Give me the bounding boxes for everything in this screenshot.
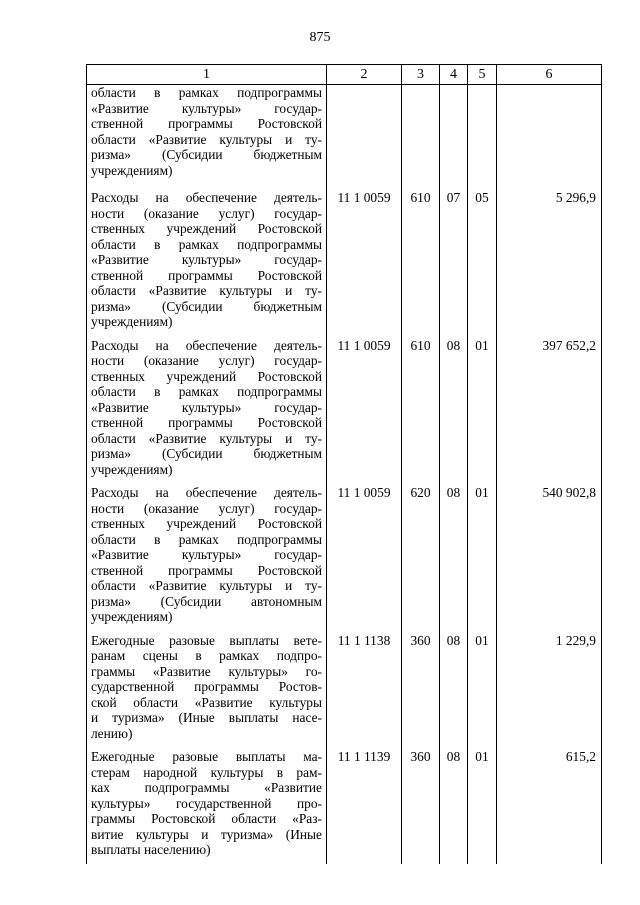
description-line: ственной программы Ростовской — [91, 415, 322, 430]
description-line: «Развитие культуры» государ- — [91, 252, 322, 267]
description-line: витие культуры и туризма» (Иные — [91, 826, 322, 842]
expense-description — [87, 338, 327, 486]
description-line: учреждениям) — [91, 609, 173, 624]
subsection-code — [468, 85, 497, 191]
subsection-code: 01 — [468, 485, 497, 633]
description-line: культуры» государственной про- — [91, 795, 322, 811]
description-line: сударственной программы Ростов- — [91, 679, 322, 694]
description-line: «Развитие культуры» государ- — [91, 100, 322, 116]
page-number: 875 — [309, 30, 331, 45]
column-header: 6 — [497, 65, 602, 85]
description-line: ризма» (Субсидии бюджетным — [91, 147, 322, 162]
description-line: ранам сцены в рамках подпро- — [91, 648, 322, 663]
description-line: области в рамках подпрограммы — [91, 531, 322, 547]
description-line: Расходы на обеспечение деятель- — [91, 190, 322, 205]
description-line: области «Развитие культуры и ту- — [91, 283, 322, 298]
subsection-code: 05 — [468, 190, 497, 338]
expense-type-code: 360 — [402, 749, 440, 864]
expense-description — [87, 190, 327, 338]
target-article-code — [327, 85, 402, 191]
description-line: ственной программы Ростовской — [91, 562, 322, 578]
subsection-code: 01 — [468, 633, 497, 750]
description-line: учреждениям) — [91, 461, 173, 477]
description-line: ственной программы Ростовской — [91, 267, 322, 283]
column-header: 2 — [327, 65, 402, 85]
expense-description — [87, 485, 327, 633]
target-article-code: 11 1 0059 — [327, 338, 402, 486]
table-body — [87, 85, 602, 864]
description-line: «Развитие культуры» государ- — [91, 399, 322, 415]
target-article-code: 11 1 0059 — [327, 190, 402, 338]
description-line: Расходы на обеспечение деятель- — [91, 337, 322, 353]
column-header: 3 — [402, 65, 440, 85]
column-header: 4 — [440, 65, 468, 85]
description-line: ственных учреждений Ростовской — [91, 516, 322, 531]
amount: 1 229,9 — [497, 633, 602, 750]
description-line: стерам народной культуры в рам- — [91, 764, 322, 780]
description-line: граммы Ростовской области «Раз- — [91, 811, 322, 826]
description-line: лению) — [91, 725, 133, 741]
description-line: Ежегодные разовые выплаты ма- — [91, 749, 322, 764]
table-row — [87, 749, 602, 864]
description-line: ственных учреждений Ростовской — [91, 221, 322, 236]
description-line: ской области «Развитие культуры — [91, 694, 322, 710]
description-line: ках подпрограммы «Развитие — [91, 780, 322, 795]
description-line: ризма» (Субсидии бюджетным — [91, 298, 322, 314]
table-row — [87, 85, 602, 191]
description-line: учреждениям) — [91, 162, 173, 178]
expense-description — [87, 633, 327, 750]
description-line: ризма» (Субсидии бюджетным — [91, 446, 322, 461]
expense-description — [87, 749, 327, 864]
description-line: граммы «Развитие культуры» го- — [91, 663, 322, 679]
amount: 540 902,8 — [497, 485, 602, 633]
amount: 615,2 — [497, 749, 602, 864]
expense-type-code — [402, 85, 440, 191]
expense-description — [87, 85, 327, 191]
section-code: 07 — [440, 190, 468, 338]
description-line: ственных учреждений Ростовской — [91, 368, 322, 384]
description-line: области в рамках подпрограммы — [91, 384, 322, 399]
target-article-code: 11 1 0059 — [327, 485, 402, 633]
description-line: области «Развитие культуры и ту- — [91, 578, 322, 593]
expense-type-code: 360 — [402, 633, 440, 750]
section-code — [440, 85, 468, 191]
expense-type-code: 620 — [402, 485, 440, 633]
column-header: 5 — [468, 65, 497, 85]
description-line: выплаты населению) — [91, 842, 211, 857]
description-line: ности (оказание услуг) государ- — [91, 353, 322, 368]
subsection-code: 01 — [468, 338, 497, 486]
budget-table — [86, 64, 602, 864]
section-code: 08 — [440, 485, 468, 633]
target-article-code: 11 1 1138 — [327, 633, 402, 750]
description-line: области в рамках подпрограммы — [91, 236, 322, 252]
section-code: 08 — [440, 633, 468, 750]
amount — [497, 85, 602, 191]
description-line: ственной программы Ростовской — [91, 116, 322, 131]
description-line: Ежегодные разовые выплаты вете- — [91, 632, 322, 648]
description-line: ности (оказание услуг) государ- — [91, 205, 322, 221]
description-line: области «Развитие культуры и ту- — [91, 131, 322, 147]
description-line: ности (оказание услуг) государ- — [91, 500, 322, 516]
target-article-code: 11 1 1139 — [327, 749, 402, 864]
section-code: 08 — [440, 338, 468, 486]
table-row — [87, 338, 602, 486]
expense-type-code: 610 — [402, 190, 440, 338]
description-line: области «Развитие культуры и ту- — [91, 430, 322, 446]
column-header: 1 — [87, 65, 327, 85]
subsection-code: 01 — [468, 749, 497, 864]
description-line: «Развитие культуры» государ- — [91, 547, 322, 562]
expense-type-code: 610 — [402, 338, 440, 486]
description-line: и туризма» (Иные выплаты насе- — [91, 710, 322, 725]
table-header-row — [87, 65, 602, 85]
description-line: области в рамках подпрограммы — [91, 85, 322, 100]
amount: 5 296,9 — [497, 190, 602, 338]
amount: 397 652,2 — [497, 338, 602, 486]
table-row — [87, 633, 602, 750]
section-code: 08 — [440, 749, 468, 864]
table-row — [87, 485, 602, 633]
description-line: учреждениям) — [91, 314, 173, 329]
table-row — [87, 190, 602, 338]
description-line: ризма» (Субсидии автономным — [91, 593, 322, 609]
description-line: Расходы на обеспечение деятель- — [91, 485, 322, 500]
